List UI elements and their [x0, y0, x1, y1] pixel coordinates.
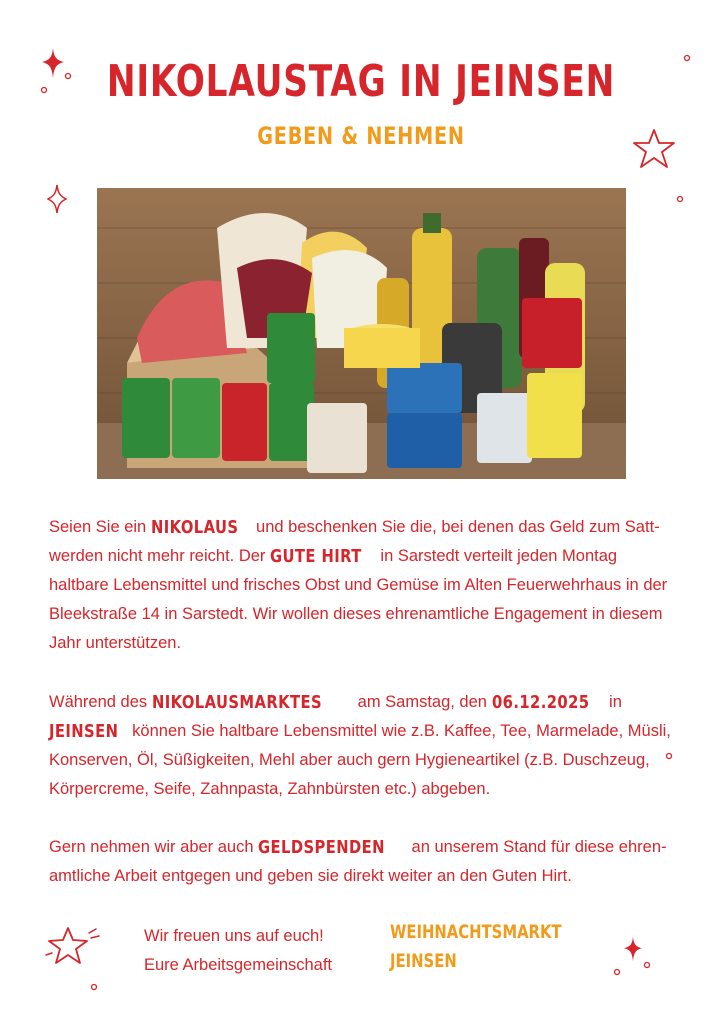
page-title: NIKOLAUSTAG IN JEINSEN [106, 56, 616, 107]
brand-line: JEINSEN [390, 950, 457, 972]
highlight-nikolaus: NIKOLAUS [150, 517, 239, 538]
sparkle-icon [624, 936, 642, 962]
dot-icon [613, 968, 621, 976]
highlight-nikolausmarktes: NIKOLAUSMARKTES [151, 692, 322, 713]
text-segment: Seien Sie ein [49, 518, 151, 536]
food-donation-photo [97, 188, 626, 479]
star-outline-icon [44, 925, 102, 967]
market-paragraph [49, 688, 674, 804]
highlight-date: 06.12.2025 [491, 692, 590, 713]
dot-icon [90, 983, 98, 991]
intro-paragraph [49, 513, 674, 658]
dot-icon [643, 961, 651, 969]
dot-icon [64, 72, 72, 80]
dot-icon [676, 195, 684, 203]
text-segment: in Sarstedt verteilt jeden Montag haltbare Lebensmittel und frisches Obst und Gemüse im Alten Feuerwehrhaus in der Bleekstraße 14 in Sarstedt. Wir wollen dieses ehrenamtliche Engagement in diesem Jahr unterstützen. [49, 547, 668, 652]
page-subtitle: GEBEN & NEHMEN [257, 122, 465, 150]
brand-signature [390, 918, 562, 976]
text-segment: am Samstag, den [353, 693, 492, 711]
closing-line: Eure Arbeitsgemeinschaft [144, 956, 333, 974]
text-segment: können Sie haltbare Lebensmittel wie z.B. Kaffee, Tee, Marmelade, Müsli, Konserven, Öl, Süßigkeiten, Mehl aber auch gern Hygieneartikel (z.B. Duschzeug, Körpercreme, Seife, Zahnpasta, Zahnbürsten etc.) abgeben. [49, 722, 671, 798]
sparkle-icon [42, 48, 64, 78]
text-segment: Gern nehmen wir aber auch [49, 838, 259, 856]
highlight-gute-hirt: GUTE HIRT [270, 546, 362, 567]
dot-icon [683, 54, 691, 62]
donation-paragraph [49, 833, 674, 891]
dot-icon [40, 86, 48, 94]
closing-line: Wir freuen uns auf euch! [144, 927, 324, 945]
text-segment: an unserem Stand für diese ehren-amtliche Arbeit entgegen und geben sie direkt weiter an den Guten Hirt. [49, 838, 667, 885]
text-segment: in [604, 693, 622, 711]
text-segment: und beschenken Sie die, bei denen das Geld zum Satt-werden nicht mehr reicht. Der [49, 518, 660, 565]
highlight-geldspenden: GELDSPENDEN [258, 837, 386, 858]
closing-signature [144, 922, 332, 980]
brand-line: WEIHNACHTSMARKT [390, 921, 562, 943]
text-segment: Während des [49, 693, 152, 711]
sparkle-outline-icon [47, 184, 67, 214]
highlight-jeinsen: JEINSEN [49, 721, 119, 742]
